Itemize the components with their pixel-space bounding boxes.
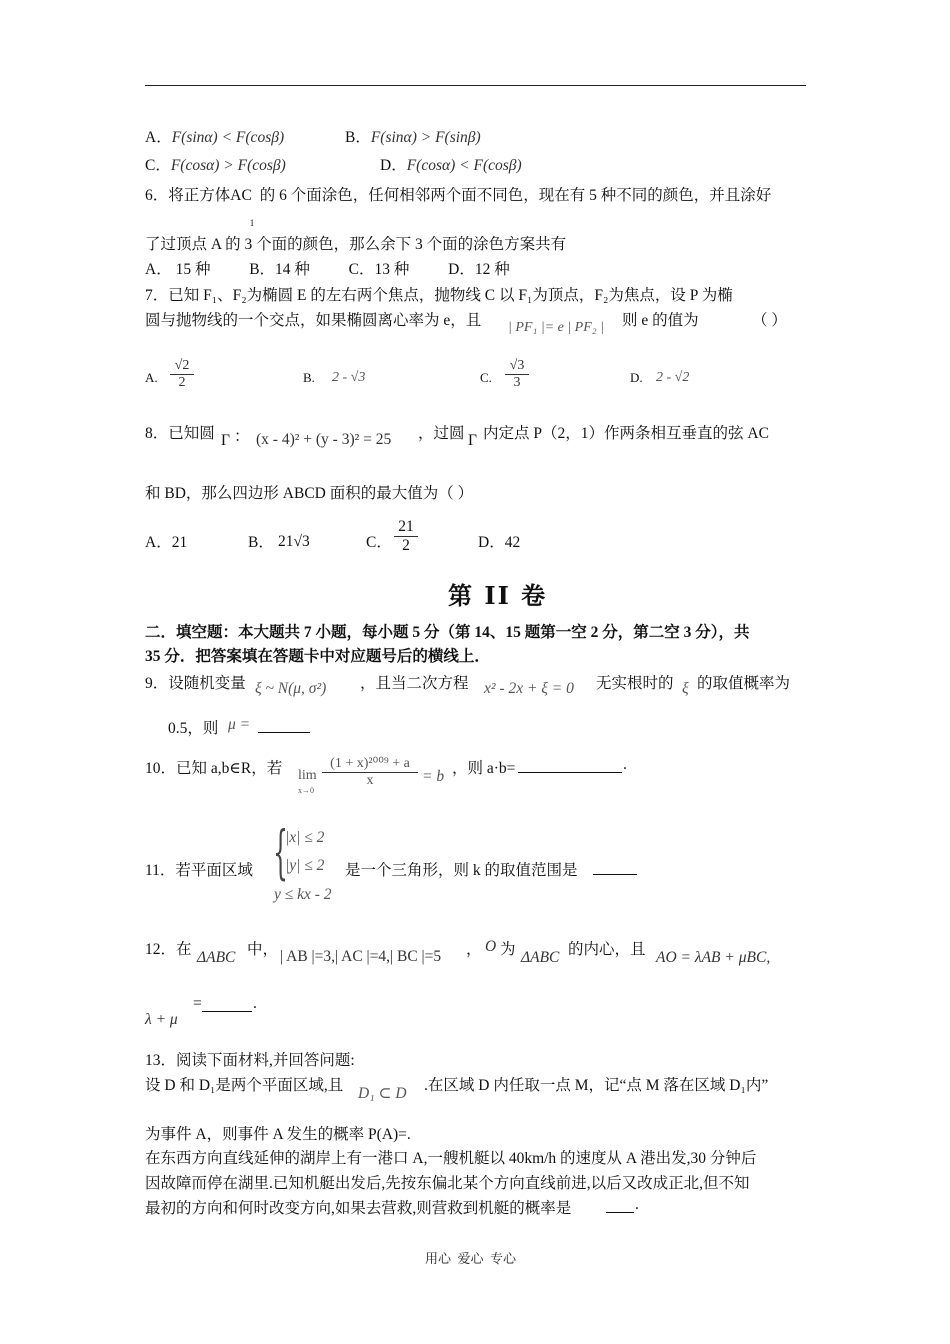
option-label: D． [380,157,407,174]
q11-condition-1: |x| ≤ 2 [285,829,325,846]
fraction-denominator: 3 [513,375,521,390]
fraction-numerator: (1 + x)²⁰⁰⁹ + a [322,755,418,773]
q13-line4: 在东西方向直线延伸的湖岸上有一港口 A,一艘机艇以 40km/h 的速度从 A 港出发,30 分钟后 [145,1150,757,1167]
q9-mid: ，且当二次方程 [360,675,469,692]
q9-lead: 9．设随机变量 [145,675,246,692]
q8-option-c-label: C． [366,534,392,551]
q12-comma: ， [466,941,482,958]
q12-wei: 为 [500,941,516,958]
fraction-denominator: 2 [402,537,410,554]
q8-option-b-label: B． [248,534,274,551]
option-math: F(sinα) < F(cosβ) [171,129,285,146]
fraction-denominator: 2 [178,375,186,390]
q8-option-c-fraction [394,518,418,555]
q11-tail: 是一个三角形，则 k 的取值范围是 [345,862,578,879]
q12-end: . [253,995,257,1012]
q13-line6: 最初的方向和何时改变方向,如果去营救,则营救到机艇的概率是 [145,1200,572,1217]
q7-option-b-label: B. [303,370,315,385]
q7-option-b-value: 2 - √3 [332,370,366,385]
q11-condition-3: y ≤ kx - 2 [274,886,332,903]
q13-line5: 因故障而停在湖里.已知机艇出发后,先按东偏北某个方向直线前进,以后又改成正北,但不知 [145,1175,750,1192]
q10-answer-blank[interactable] [518,758,622,773]
q9-distribution: ξ ~ N(μ, σ²) [255,680,327,697]
q7-option-a-fraction [170,358,194,391]
q9-mu: μ = [228,716,251,733]
option-math: F(cosα) < F(cosβ) [406,157,522,174]
q8-rest: 内定点 P（2，1）作两条相互垂直的弦 AC [483,425,769,442]
q12-vector-equation: AO = λAB + μBC, [656,949,771,966]
q10-fraction [322,755,418,789]
q5-option-b [345,125,481,147]
q7-line2b: 则 e 的值为 [622,312,699,329]
q7-paren: （ ） [752,312,787,329]
q11-lead: 11．若平面区域 [145,862,253,879]
q13-subset: D₁ ⊂ D [358,1085,407,1102]
option-label: A． [145,129,172,146]
q6-line1 [145,183,772,228]
q10-lim: lim [298,768,317,783]
q7-text: 圆与抛物线的一个交点，如果椭圆离心率为 e，且 [145,312,482,329]
q7-condition-math: | PF₁ |= e | PF₂ | [508,320,604,335]
q13-line1: 13．阅读下面材料,并回答问题: [145,1052,355,1069]
q12-o: O [485,938,497,955]
section2-line1: 二．填空题：本大题共 7 小题，每小题 5 分（第 14、15 题第一空 2 分，第二空 3 分），共 [145,624,750,641]
q7-option-d-label: D. [630,370,643,385]
fraction-numerator: √2 [170,358,194,375]
q10-equals-b: = b [422,768,445,785]
q8-option-a: A．21 [145,534,188,551]
q13-line2a: 设 D 和 D₁是两个平面区域,且 [145,1077,344,1094]
option-label: B． [345,129,371,146]
q8-colon: ： [234,428,250,445]
q9-answer-blank[interactable] [258,718,310,733]
q13-line2b: .在区域 D 内任取一点 M，记“点 M 落在区域 D₁内” [424,1077,769,1094]
q9-tail: 无实根时的 [596,675,674,692]
q12-zhong: 中， [247,941,279,958]
q6-subscript: 1 [249,218,255,228]
q12-nx: 的内心，且 [568,941,646,958]
q12-answer-blank[interactable] [202,997,252,1012]
q5-option-a [145,125,284,147]
fraction-numerator: 21 [394,518,418,537]
q10-lim-sub: x→0 [298,786,314,795]
q8-lead: 8．已知圆 [145,425,215,442]
q5-option-d [380,153,522,175]
q11-condition-2: |y| ≤ 2 [285,857,325,874]
q6-text: 6．将正方体AC [145,187,252,204]
q12-triangle: ΔABC [197,949,236,966]
q11-answer-blank[interactable] [593,860,637,875]
q7-option-c-fraction [505,358,529,391]
q12-lambda-plus-mu: λ + μ [145,1011,178,1028]
q7-option-c-label: C. [480,370,492,385]
option-math: F(cosα) > F(cosβ) [170,157,286,174]
q13-line3: 为事件 A，则事件 A 发生的概率 P(A)=. [145,1126,411,1143]
q9-line2: 0.5，则 [168,720,219,737]
q11-brace: { [273,818,288,886]
q10-tail: ，则 a·b= [452,760,516,777]
q13-end: . [635,1196,639,1213]
q8-mid: ，过圆 [418,425,465,442]
section-title: 第 II 卷 [448,581,548,610]
q8-line2: 和 BD，那么四边形 ABCD 面积的最大值为（ ） [145,485,474,502]
q7-option-a-label: A. [145,370,158,385]
q12-equals: = [193,995,202,1012]
q7-line2 [145,308,481,330]
q9-equation: x² - 2x + ξ = 0 [484,680,574,697]
q7-option-d-value: 2 - √2 [656,370,690,385]
q6-options: A． 15 种 B．14 种 C．13 种 D．12 种 [145,261,510,278]
q12-side-lengths: | AB |=3,| AC |=4,| BC |=5 [280,948,442,965]
page-footer: 用心 爱心 专心 [425,1251,517,1266]
option-math: F(sinα) > F(sinβ) [370,129,481,146]
q13-answer-blank[interactable] [606,1198,634,1213]
q9-xi: ξ [682,680,689,697]
q12-lead: 12．在 [145,941,192,958]
q8-gamma: Γ [221,432,230,449]
q8-gamma2: Γ [468,432,477,449]
q8-circle-equation: (x - 4)² + (y - 3)² = 25 [256,431,392,448]
option-label: C． [145,157,171,174]
q8-option-b-value: 21√3 [278,533,310,550]
q10-end: . [623,756,627,773]
q8-option-d: D．42 [478,534,521,551]
fraction-denominator: x [366,773,374,788]
q12-triangle2: ΔABC [521,949,560,966]
q9-tail2: 的取值概率为 [697,675,791,692]
header-rule [145,85,806,86]
q6-text: 的 6 个面涂色，任何相邻两个面不同色，现在有 5 种不同的颜色，并且涂好 [259,187,772,204]
section2-line2: 35 分．把答案填在答题卡中对应题号后的横线上． [145,648,490,665]
q5-option-c [145,153,286,175]
fraction-numerator: √3 [505,358,529,375]
q7-line1: 7．已知 F₁、F₂为椭圆 E 的左右两个焦点，抛物线 C 以 F₁为顶点，F₂为焦点，设 P 为椭 [145,287,733,304]
q6-line2: 了过顶点 A 的 3 个面的颜色，那么余下 3 个面的涂色方案共有 [145,236,567,253]
q10-lead: 10．已知 a,b∈R，若 [145,760,283,777]
